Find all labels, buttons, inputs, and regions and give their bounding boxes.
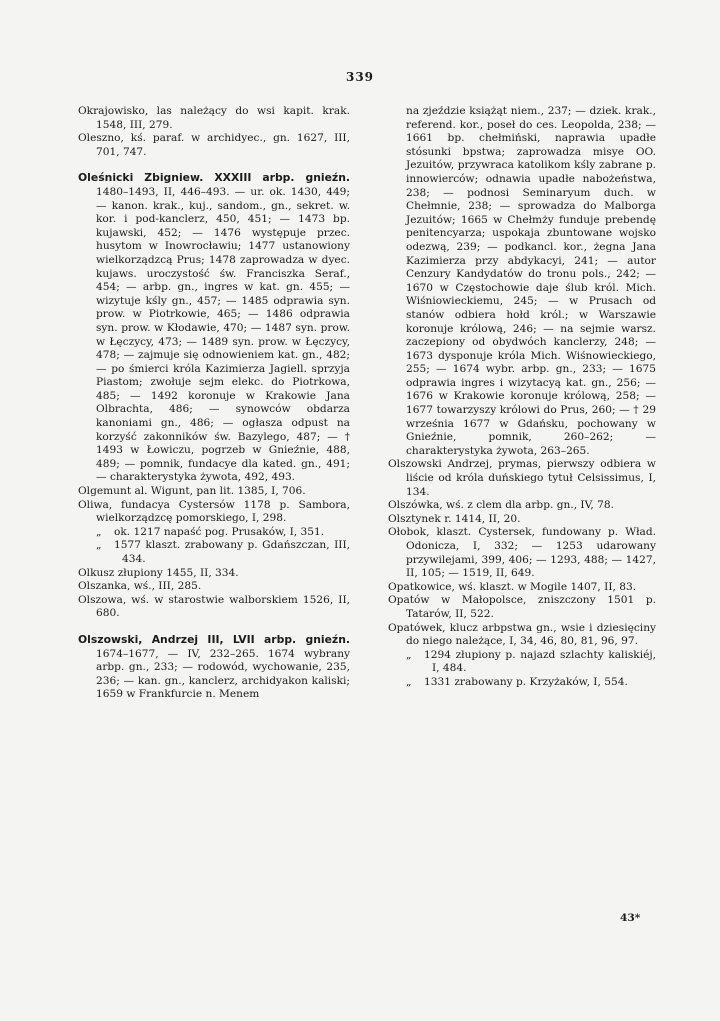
- entry-heading: Oleśnicki Zbigniew. XXXIII arbp. gnieźn.: [78, 171, 350, 185]
- ditto-mark: „: [406, 648, 412, 661]
- entry-olszowa: Olszowa, wś. w starostwie walborskiem 1526, II, 680.: [78, 593, 350, 620]
- entry-olobok: Ołobok, klaszt. Cystersek, fundowany p. Wład. Odonicza, I, 332; — 1253 udarowany przywilejami, 399, 406; — 1293, 488; — 1427, II, 105; — 1519, II, 649.: [388, 526, 656, 580]
- entry-oliwa-1577: [78, 539, 350, 566]
- ditto-mark: „: [406, 675, 412, 688]
- entry-olsztynek: Olsztynek r. 1414, II, 20.: [388, 512, 521, 525]
- ditto-mark: „: [96, 525, 102, 538]
- entry-heading: Olszowski, Andrzej III, LVII arbp. gnieźn.: [78, 632, 350, 646]
- entry-body: 1674–1677, — IV, 232–265. 1674 wybrany arbp. gn., 233; — rodowód, wychowanie, 235, 236; — kan. gn., kanclerz, archidyakon kaliski; 1659 w Frankfurcie n. Menem: [96, 647, 350, 701]
- entry-opatkowice: Opatkowice, wś. klaszt. w Mogile 1407, II, 83.: [388, 580, 637, 593]
- page-number: 339: [345, 70, 375, 84]
- entry-okrajowisko: Okrajowisko, las należący do wsi kapit. krak. 1548, III, 279.: [78, 105, 350, 131]
- signature-mark: 43*: [620, 912, 641, 924]
- entry-olszanka: Olszanka, wś., III, 285.: [78, 580, 202, 593]
- entry-body: 1294 złupiony p. najazd szlachty kaliskiéj, I, 484.: [424, 648, 656, 675]
- entry-opatowek: Opatówek, klucz arbpstwa gn., wsie i dziesięciny do niego należące, I, 34, 46, 80, 81, 96, 97.: [388, 621, 656, 648]
- entry-body: 1331 zrabowany p. Krzyżaków, I, 554.: [424, 675, 628, 688]
- entry-opatow: Opatów w Małopolsce, zniszczony 1501 p. Tatarów, II, 522.: [388, 594, 656, 620]
- entry-olszowski-andrzej: Olszowski Andrzej, prymas, pierwszy odbiera w liście od króla duńskiego tytuł Celsissimus, I, 134.: [388, 458, 656, 498]
- entry-olesnicki: [78, 171, 350, 485]
- entry-oliwa-1217: [78, 526, 350, 540]
- entry-olszowka: Olszówka, wś. z clem dla arbp. gn., IV, 78.: [388, 499, 615, 512]
- right-column: [388, 105, 656, 690]
- entry-body: 1480–1493, II, 446–493. — ur. ok. 1430, 449; — kanon. krak., kuj., sandom., gn., sekret. w. kor. i pod-kanclerz, 450, 451; — 1473 bp. kujawski, 452; — 1476 występuje przec. husytom w Inowrocławiu; 1477 ustanowiony wielkorządzcą Prus; 1478 zaprowadza w dyec. kujaws. uroczystość św. Franciszka Seraf., 454; — arbp. gn., ingres w kat. gn. 455; — wizytuje kśly gn., 457; — 1485 odprawia syn. prow. w Piotrkowie, 465; — 1486 odprawia syn. prow. w Kłodawie, 470; — 1487 syn. prow. w Łęczycy, 473; — 1489 syn. prow. w Łęczycy, 478; — zajmuje się odnowieniem kat. gn., 482; — po śmierci króla Kazimierza Jagiell. sprzyja Piastom; zwołuje sejm elekc. do Piotrkowa, 485; — 1492 koronuje w Krakowie Jana Olbrachta, 486; — synowców obdarza kanoniami gn., 486; — ogłasza odpust na korzyść zakonników św. Bazylego, 487; — † 1493 w Łowiczu, pogrzeb w Gnieźnie, 488, 489; — pomnik, fundacye dla kated. gn., 491; — charakterystyka żywota, 492, 493.: [96, 185, 350, 484]
- entry-olszowski: [78, 633, 350, 702]
- entry-body: 1577 klaszt. zrabowany p. Gdańszczan, III, 434.: [114, 539, 350, 565]
- entry-opatowek-1331: [388, 676, 656, 690]
- entry-opatowek-1294: [388, 649, 656, 676]
- entry-oliwa: Oliwa, fundacya Cystersów 1178 p. Sambora, wielkorządzcę pomorskiego, I, 298.: [78, 498, 350, 525]
- ditto-mark: „: [96, 539, 102, 552]
- entry-body: ok. 1217 napaść pog. Prusaków, I, 351.: [114, 525, 325, 538]
- entry-olszowski-continued: na zjeździe książąt niem., 237; — dziek. krak., referend. kor., poseł do ces. Leopolda, 238; — 1661 bp. chełmiński, naprawia upadłe stósunki bpstwa; zaprowadza misye OO. Jezuitów, przywraca katolikom kśly zabrane p. innowierców; odnawia upadłe nabożeństwa, 238; — podnosi Seminaryum duch. w Chełmnie, 238; — sprowadza do Malborga Jezuitów; 1665 w Chełmży funduje prebendę penitencyarza; uspokaja zbuntowane wojsko odezwą, 239; — podkancl. kor., żegna Jana Kazimierza przy abdykacyi, 241; — autor Cenzury Kandydatów do tronu pols., 242; — 1670 w Częstochowie daje ślub król. Mich. Wiśniowieckiemu, 245; — w Prusach od stanów odbiera hołd król.; w Warszawie koronuje królową, 246; — na sejmie warsz. zaczepiony od obydwóch kanclerzy, 248; — 1673 dysponuje króla Mich. Wiśnowieckiego, 255; — 1674 wybr. arbp. gn., 233; — 1675 odprawia ingres i wizytacyą kat. gn., 256; — 1676 w Krakowie koronuje królową, 258; — 1677 towarzyszy królowi do Prus, 260; — † 29 września 1677 w Gdańsku, pochowany w Gnieźnie, pomnik, 260–262; — charakterystyka żywota, 263–265.: [406, 105, 656, 457]
- left-column: [78, 105, 350, 702]
- entry-oleszno: Oleszno, kś. paraf. w archidyec., gn. 1627, III, 701, 747.: [78, 132, 350, 158]
- entry-olgemunt: Olgemunt al. Wigunt, pan lit. 1385, I, 706.: [78, 485, 306, 498]
- entry-olkusz: Olkusz złupiony 1455, II, 334.: [78, 566, 239, 579]
